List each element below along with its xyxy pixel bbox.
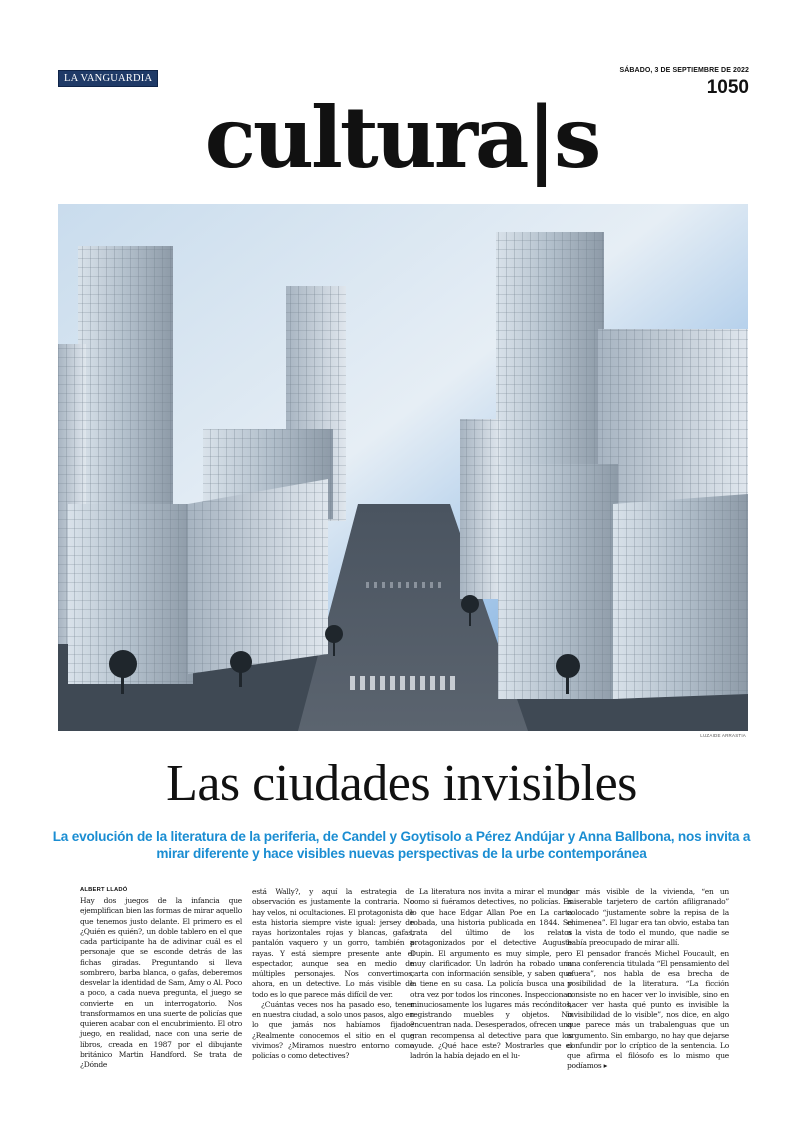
- section-title: cultura|s: [204, 88, 599, 187]
- article-column-3: [410, 887, 572, 1061]
- article-headline: Las ciudades invisibles: [166, 755, 637, 812]
- issue-number: 1050: [706, 77, 749, 98]
- paragraph: está Wally?, y aquí la estrategia de observación es justamente la contraria. No hay velos, ni ocultaciones. El protagonista de esta historia siempre viste igual: jersey de rayas horizontales rojas y blancas, gafas, pantalón vaquero y un gorro, también a rayas. Y está siempre presente ante el espectador, aunque sea en medio de múltiples personajes. Nos convertimos, ahora, en un detective. Lo más visible de todo es lo que parece más difícil de ver.: [252, 887, 414, 999]
- issue-date: SÁBADO, 3 DE SEPTIEMBRE DE 2022: [619, 67, 749, 74]
- article-column-2: [252, 887, 414, 1061]
- photo-credit: LUZAIDE ARRASTIA: [700, 733, 746, 738]
- article-column-4: [567, 887, 729, 1072]
- paragraph: ¿Cuántas veces nos ha pasado eso, tener en nuestra ciudad, a solo unos pasos, algo en lo que jamás nos habíamos fijado? ¿Realmente conocemos el sitio en el que vivimos? ¿Miramos nuestro entorno como policías o como detectives?: [252, 999, 414, 1060]
- byline: ALBERT LLADÓ: [80, 887, 128, 893]
- article-dek: La evolución de la literatura de la periferia, de Candel y Goytisolo a Pérez Andújar y Anna Ballbona, nos invita a mirar diferente y hace visibles nuevas perspectivas de la urbe contemporánea: [52, 829, 751, 861]
- paragraph: El pensador francés Michel Foucault, en una conferencia titulada “El pensamiento del afuera”, nos habla de esa brecha de posibilidad de la literatura. “La ficción consiste no en hacer ver lo invisible, sino en hacer ver hasta qué punto es invisible la invisibilidad de lo visible”, nos dice, en algo que parece más un trabalenguas que un argumento. Sin embargo, no hay que dejarse confundir por lo críptico de la sentencia. Lo que afirma el filósofo es lo mismo que podíamos ▸: [567, 948, 729, 1071]
- paragraph: La literatura nos invita a mirar el mundo como si fuéramos detectives, no policías. Es lo que hace Edgar Allan Poe en La carta robada, una historia publicada en 1844. Se trata del último de los relatos protagonizados por el detective Auguste Dupin. El argumento es muy simple, pero muy clarificador. Un ladrón ha robado una carta con información sensible, y saben que la tiene en su casa. La policía busca una y otra vez por todos los rincones. Inspeccionan minuciosamente los lugares más recónditos, registrando muebles y objetos. No encuentran nada. Desesperados, ofrecen una gran recompensa al detective para que los ayude. ¿Qué hace este? Mostrarles que el ladrón la había dejado en el lu-: [410, 887, 572, 1060]
- article-column-1: [80, 896, 242, 1070]
- paragraph: Hay dos juegos de la infancia que ejemplifican bien las formas de mirar aquello que tenemos justo delante. El primero es el ¿Quién es quién?, un doble tablero en el que cada participante ha de adivinar cuál es el personaje que se esconde detrás de las fichas giradas. Preguntando si lleva sombrero, barba blanca, o gafas, deberemos desvelar la identidad de Sam, Amy o Al. Poco a poco, a cada nueva pregunta, el juego se convierte en un interrogatorio. Nos transformamos en una suerte de policías que quieren acabar con el encubrimiento. El otro juego, en realidad, nace con una serie de libros, creada en 1987 por el dibujante británico Martin Handford. Se trata de ¿Dónde: [80, 896, 242, 1069]
- paragraph: gar más visible de la vivienda, “en un miserable tarjetero de cartón afiligranado” colocado “justamente sobre la repisa de la chimenea”. El lugar era tan obvio, estaba tan a la vista de todo el mundo, que nadie se había preocupado de mirar allí.: [567, 887, 729, 948]
- newspaper-logo: LA VANGUARDIA: [58, 70, 158, 87]
- hero-image: [58, 204, 748, 731]
